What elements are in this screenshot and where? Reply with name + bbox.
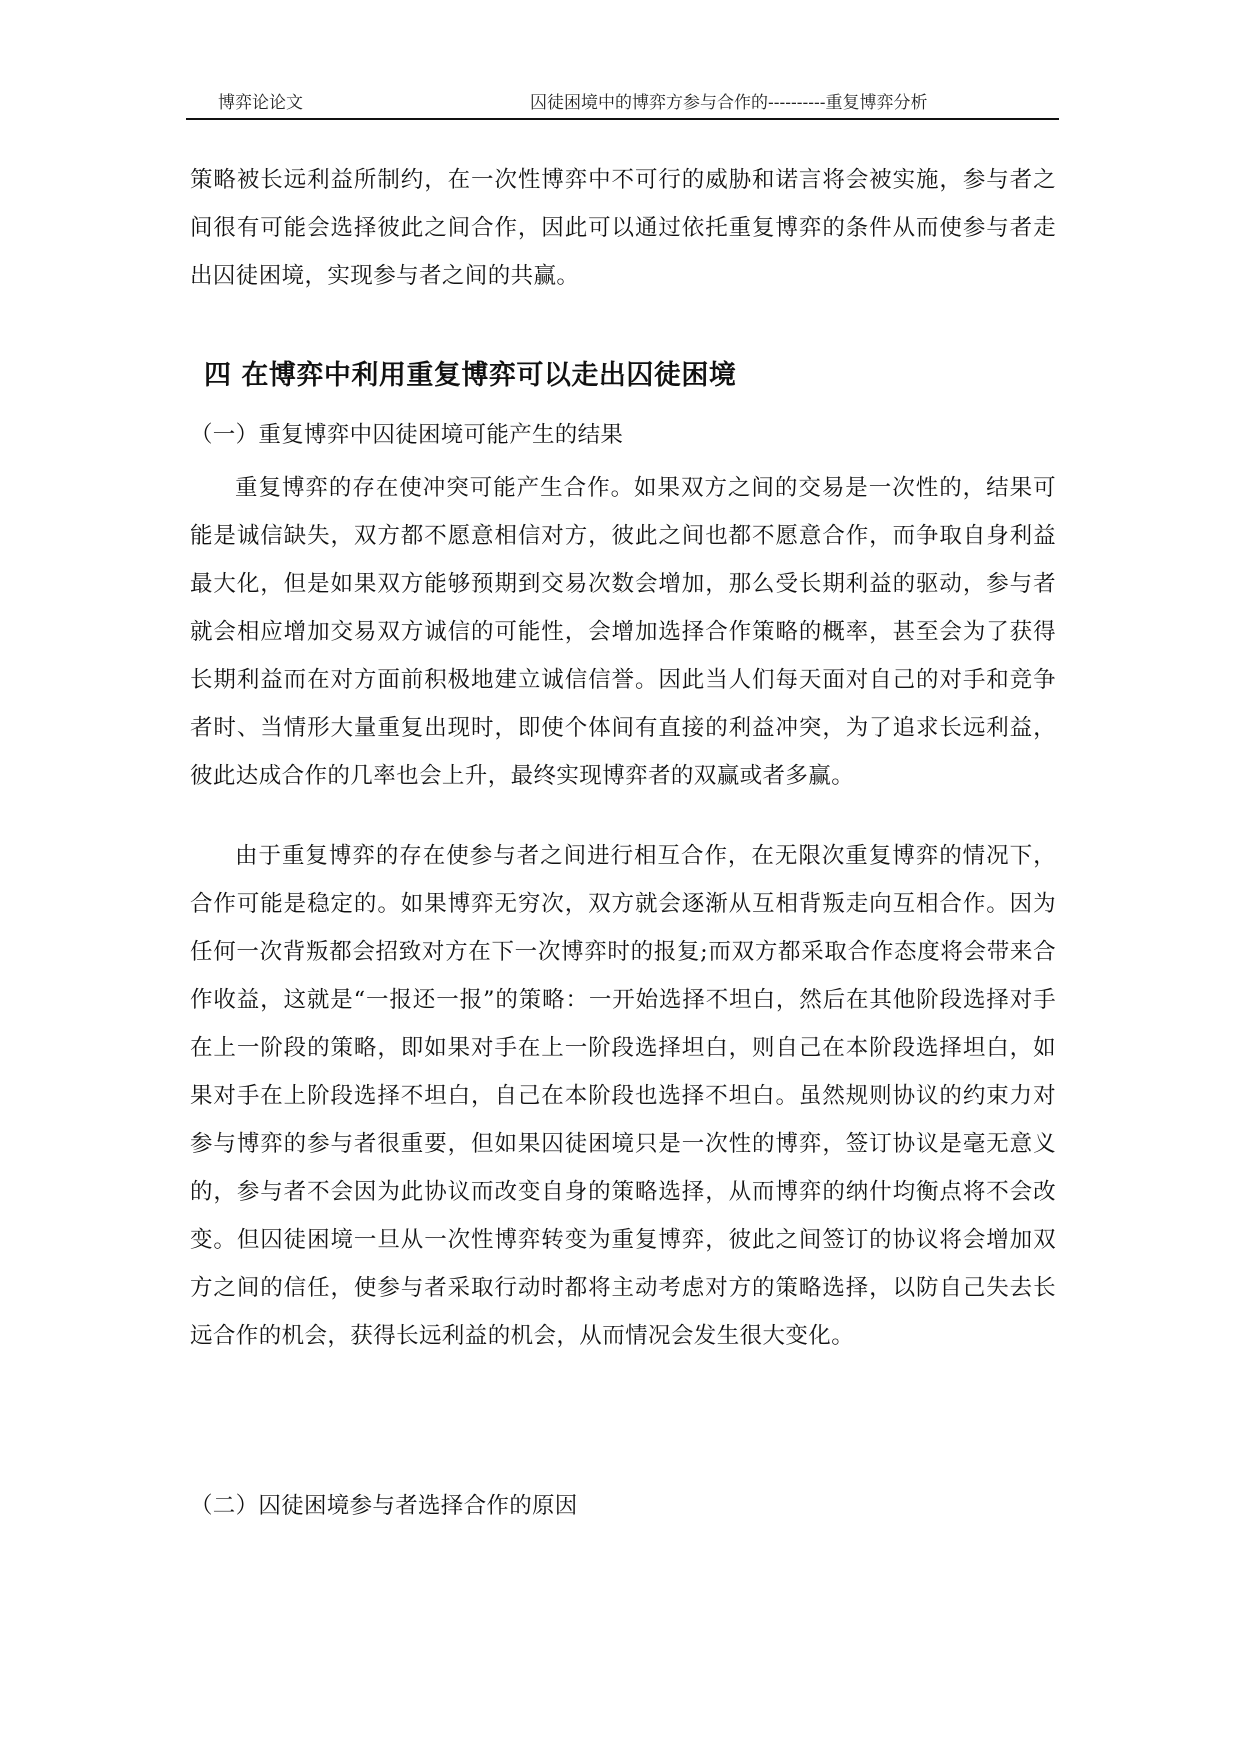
- continuation-paragraph: 策略被长远利益所制约，在一次性博弈中不可行的威胁和诺言将会被实施，参与者之间很有可能会选择彼此之间合作，因此可以通过依托重复博弈的条件从而使参与者走出囚徒困境，实现参与者之间的共赢。: [190, 167, 1056, 289]
- subsection-1-paragraph-2: 由于重复博弈的存在使参与者之间进行相互合作，在无限次重复博弈的情况下，合作可能是稳定的。如果博弈无穷次，双方就会逐渐从互相背叛走向互相合作。因为任何一次背叛都会招致对方在下一次博弈时的报复;而双方都采取合作态度将会带来合作收益，这就是“一报还一报”的策略：一开始选择不坦白，然后在其他阶段选择对手在上一阶段的策略，即如果对手在上一阶段选择坦白，则自己在本阶段选择坦白，如果对手在上阶段选择不坦白，自己在本阶段也选择不坦白。虽然规则协议的约束力对参与博弈的参与者很重要，但如果囚徒困境只是一次性的博弈，签订协议是毫无意义的，参与者不会因为此协议而改变自身的策略选择，从而博弈的纳什均衡点将不会改变。但囚徒困境一旦从一次性博弈转变为重复博弈，彼此之间签订的协议将会增加双方之间的信任，使参与者采取行动时都将主动考虑对方的策略选择，以防自己失去长远合作的机会，获得长远利益的机会，从而情况会发生很大变化。: [190, 843, 1056, 1349]
- subsection-2-heading: （二）囚徒困境参与者选择合作的原因: [190, 1493, 578, 1519]
- header-right-title: 囚徒困境中的博弈方参与合作的----------重复博弈分析: [530, 93, 928, 113]
- subsection-1-heading: （一）重复博弈中囚徒困境可能产生的结果: [190, 422, 624, 448]
- header-left-title: 博弈论论文: [218, 93, 303, 113]
- page-header: [186, 82, 1059, 120]
- subsection-1-paragraph-1: 重复博弈的存在使冲突可能产生合作。如果双方之间的交易是一次性的，结果可能是诚信缺失，双方都不愿意相信对方，彼此之间也都不愿意合作，而争取自身利益最大化，但是如果双方能够预期到交易次数会增加，那么受长期利益的驱动，参与者就会相应增加交易双方诚信的可能性，会增加选择合作策略的概率，甚至会为了获得长期利益而在对方面前积极地建立诚信信誉。因此当人们每天面对自己的对手和竞争者时、当情形大量重复出现时，即使个体间有直接的利益冲突，为了追求长远利益，彼此达成合作的几率也会上升，最终实现博弈者的双赢或者多赢。: [190, 475, 1056, 789]
- section-heading: 四 在博弈中利用重复博弈可以走出囚徒困境: [204, 360, 737, 391]
